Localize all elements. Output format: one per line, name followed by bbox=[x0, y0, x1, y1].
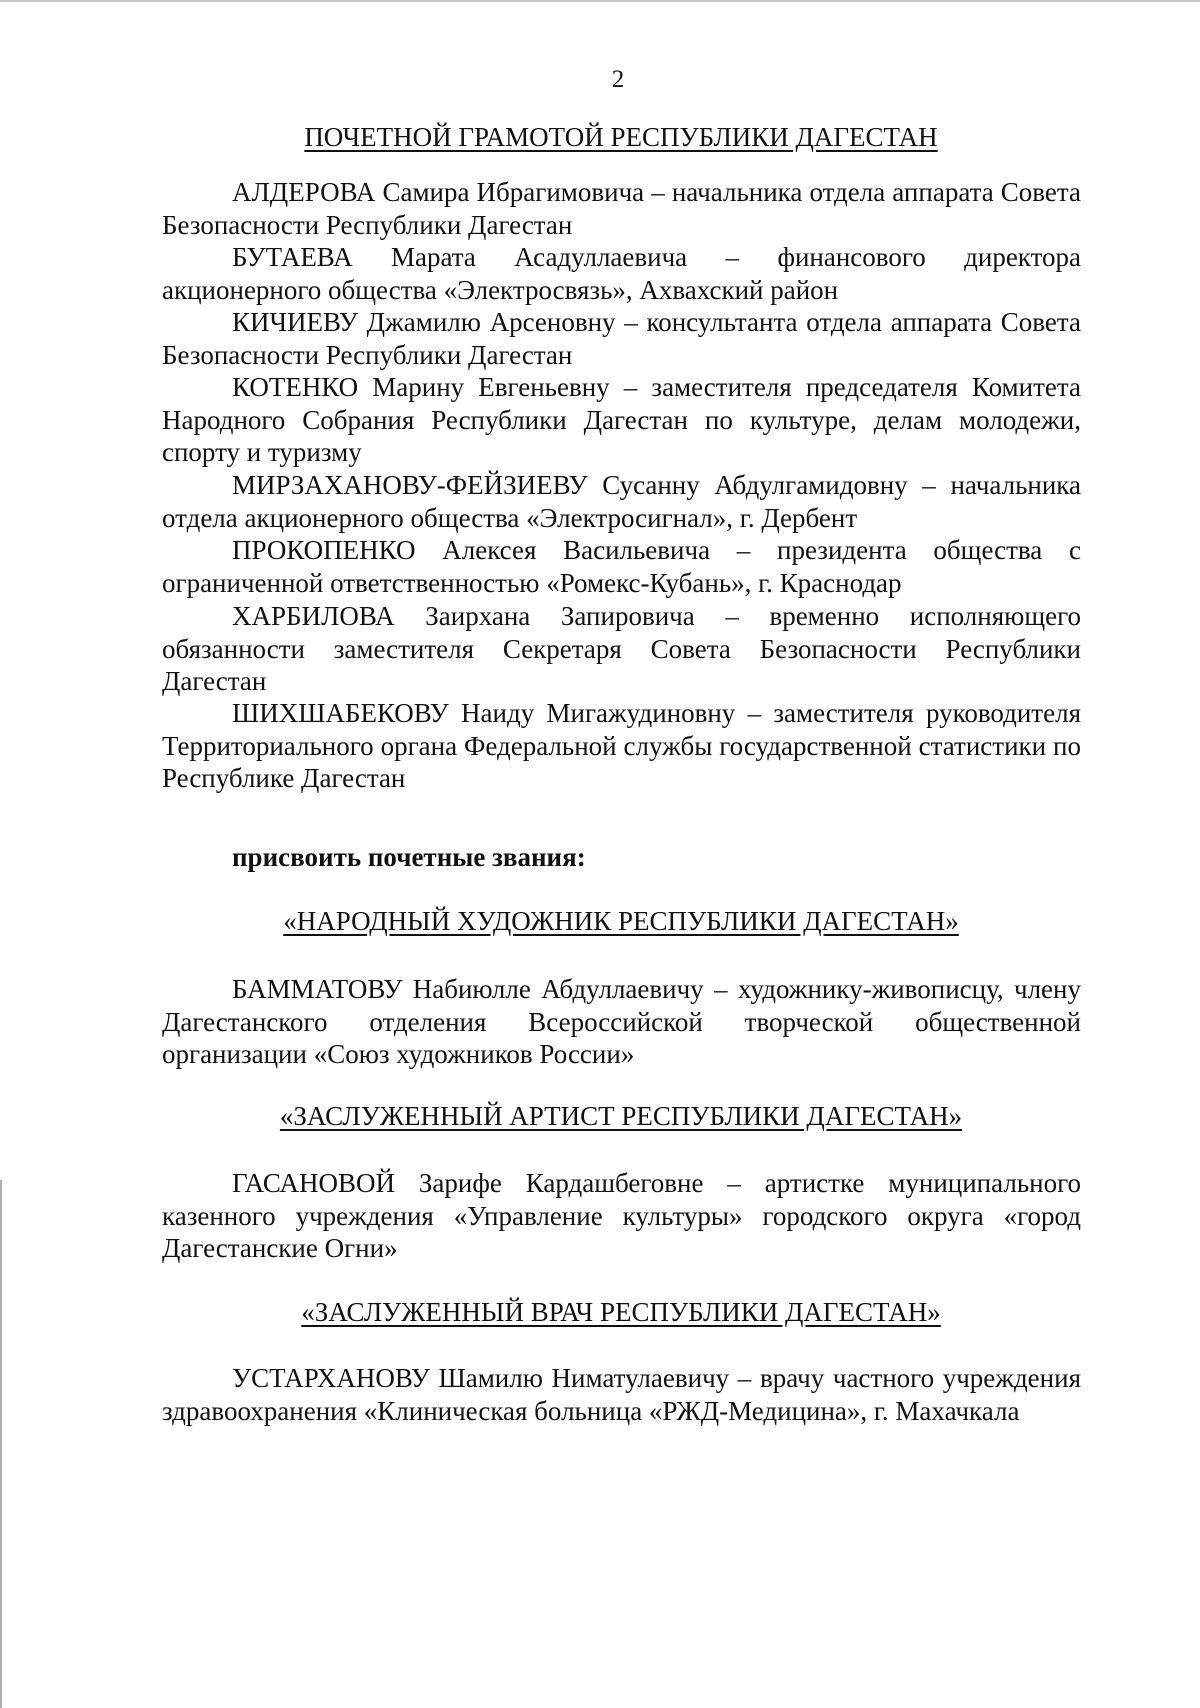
awardee-entry bbox=[162, 306, 1081, 371]
awardee-entry bbox=[162, 241, 1081, 306]
title-heading: «НАРОДНЫЙ ХУДОЖНИК РЕСПУБЛИКИ ДАГЕСТАН» bbox=[283, 906, 959, 936]
title-entry-text: УСТАРХАНОВУ Шамилю Ниматулаевичу – врачу частного учреждения здравоохранения «Клиническая больница «РЖД-Медицина», г. Махачкала bbox=[162, 1363, 1081, 1426]
title-heading: «ЗАСЛУЖЕННЫЙ АРТИСТ РЕСПУБЛИКИ ДАГЕСТАН» bbox=[279, 1101, 963, 1131]
awardee-text: ШИХШАБЕКОВУ Наиду Мигажудиновну – заместителя руководителя Территориального органа Федеральной службы государственной статистики по Республике Дагестан bbox=[162, 698, 1081, 794]
awardee-text: БУТАЕВА Марата Асадуллаевича – финансового директора акционерного общества «Электросвязь», Ахвахский район bbox=[162, 242, 1081, 305]
award-heading: ПОЧЕТНОЙ ГРАМОТОЙ РЕСПУБЛИКИ ДАГЕСТАН bbox=[304, 122, 938, 152]
awardee-text: КОТЕНКО Марину Евгеньевну – заместителя председателя Комитета Народного Собрания Республики Дагестан по культуре, делам молодежи, спорту и туризму bbox=[162, 372, 1081, 468]
awardee-text: ПРОКОПЕНКО Алексея Васильевича – президента общества с ограниченной ответственностью «Ромекс-Кубань», г. Краснодар bbox=[162, 535, 1081, 598]
awardee-entry bbox=[162, 371, 1081, 469]
scan-edge-left bbox=[0, 1180, 2, 1708]
page-number: 2 bbox=[611, 66, 625, 93]
title-entry-text: БАММАТОВУ Набиюлле Абдуллаевичу – художнику-живописцу, члену Дагестанского отделения Всероссийской творческой общественной организации «Союз художников России» bbox=[162, 974, 1081, 1070]
title-heading: «ЗАСЛУЖЕННЫЙ ВРАЧ РЕСПУБЛИКИ ДАГЕСТАН» bbox=[301, 1297, 941, 1327]
awardee-entry bbox=[162, 176, 1081, 241]
awardee-text: КИЧИЕВУ Джамилю Арсеновну – консультанта отдела аппарата Совета Безопасности Республики Дагестан bbox=[162, 307, 1081, 370]
awardee-text: ХАРБИЛОВА Заирхана Запировича – временно исполняющего обязанности заместителя Секретаря Совета Безопасности Республики Дагестан bbox=[162, 601, 1081, 697]
title-entry bbox=[162, 973, 1081, 1071]
title-entry bbox=[162, 1362, 1081, 1427]
awardee-text: МИРЗАХАНОВУ-ФЕЙЗИЕВУ Сусанну Абдулгамидовну – начальника отдела акционерного общества «Электросигнал», г. Дербент bbox=[162, 470, 1081, 533]
assign-titles-heading: присвоить почетные звания: bbox=[232, 842, 586, 872]
awardee-text: АЛДЕРОВА Самира Ибрагимовича – начальника отдела аппарата Совета Безопасности Республики Дагестан bbox=[162, 177, 1081, 240]
awardee-entry bbox=[162, 697, 1081, 795]
title-entry bbox=[162, 1167, 1081, 1265]
awardee-entry bbox=[162, 534, 1081, 599]
scan-edge-top bbox=[0, 0, 1200, 2]
title-entry-text: ГАСАНОВОЙ Зарифе Кардашбеговне – артистке муниципального казенного учреждения «Управление культуры» городского округа «город Дагестанские Огни» bbox=[162, 1168, 1081, 1264]
awardee-entry bbox=[162, 600, 1081, 698]
awardee-entry bbox=[162, 469, 1081, 534]
